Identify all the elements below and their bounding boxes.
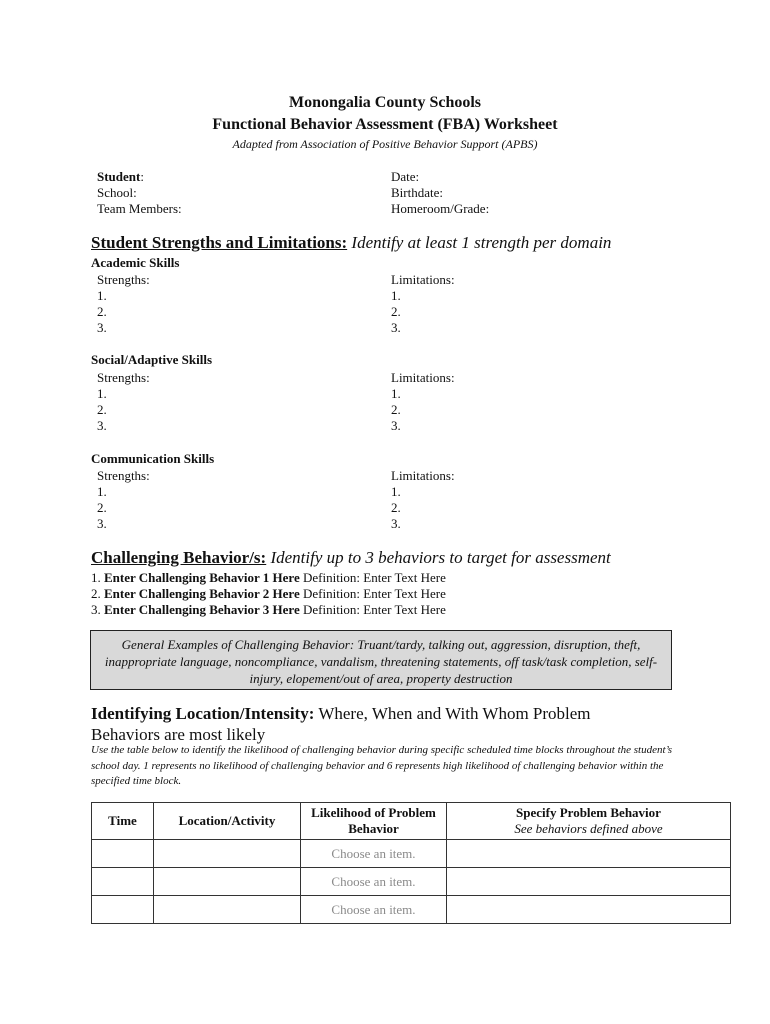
domain-academic-title: Academic Skills [91, 255, 180, 270]
domain-social-title: Social/Adaptive Skills [91, 352, 212, 367]
domain-communication-title: Communication Skills [91, 451, 215, 466]
table-row [92, 896, 731, 924]
behavior-item-1[interactable]: 1. Enter Challenging Behavior 1 Here Definition: Enter Text Here [91, 570, 446, 585]
location-cell[interactable] [154, 896, 301, 924]
likelihood-dropdown[interactable]: Choose an item. [301, 840, 447, 868]
date-label: Date: [391, 169, 420, 184]
school-label: School: [97, 185, 137, 200]
behavior-list [91, 570, 446, 618]
behavior-item-3[interactable]: 3. Enter Challenging Behavior 3 Here Definition: Enter Text Here [91, 602, 446, 617]
examples-box: General Examples of Challenging Behavior: Truant/tardy, talking out, aggression, disruption, theft, inappropriate language, noncompliance, vandalism, threatening statements, off task/task completion, self-injury, elopement/out of area, property destruction [90, 630, 672, 690]
time-cell[interactable] [92, 896, 154, 924]
specify-cell[interactable] [447, 896, 731, 924]
student-label: Student: [97, 169, 144, 184]
behavior-item-2[interactable]: 2. Enter Challenging Behavior 2 Here Definition: Enter Text Here [91, 586, 446, 601]
time-cell[interactable] [92, 840, 154, 868]
table-header-row [92, 803, 731, 840]
behavior-section-heading: Challenging Behavior/s: Identify up to 3 behaviors to target for assessment [91, 548, 611, 567]
header-location: Location/Activity [154, 803, 301, 840]
adapted-from-note: Adapted from Association of Positive Behavior Support (APBS) [232, 137, 538, 151]
header-likelihood: Likelihood of Problem Behavior [301, 803, 447, 840]
birthdate-label: Birthdate: [391, 185, 443, 200]
team-members-label: Team Members: [97, 201, 182, 216]
communication-strengths: Strengths: 1. 2. 3. [97, 468, 150, 531]
time-cell[interactable] [92, 868, 154, 896]
table-row [92, 868, 731, 896]
header-time: Time [92, 803, 154, 840]
likelihood-dropdown[interactable]: Choose an item. [301, 868, 447, 896]
academic-limitations: Limitations: 1. 2. 3. [391, 272, 455, 335]
likelihood-table [91, 802, 731, 924]
strengths-section-heading: Student Strengths and Limitations: Identify at least 1 strength per domain [91, 233, 612, 252]
specify-cell[interactable] [447, 840, 731, 868]
specify-cell[interactable] [447, 868, 731, 896]
header-specify: Specify Problem Behavior See behaviors defined above [447, 803, 731, 840]
social-limitations: Limitations: 1. 2. 3. [391, 370, 455, 433]
social-strengths: Strengths: 1. 2. 3. [97, 370, 150, 433]
location-section-heading: Identifying Location/Intensity: Where, When and With Whom Problem Behaviors are most likely [91, 704, 591, 744]
table-row [92, 840, 731, 868]
academic-strengths: Strengths: 1. 2. 3. [97, 272, 150, 335]
worksheet-title: Functional Behavior Assessment (FBA) Worksheet [212, 116, 558, 133]
table-instructions: Use the table below to identify the likelihood of challenging behavior during specific scheduled time blocks throughout the student’s school day. 1 represents no likelihood of challenging behavior and 6 represents high likelihood of challenging behavior within the specified time block. [91, 744, 673, 787]
homeroom-label: Homeroom/Grade: [391, 201, 490, 216]
document-title: Monongalia County Schools [288, 94, 482, 111]
communication-limitations: Limitations: 1. 2. 3. [391, 468, 455, 531]
location-cell[interactable] [154, 868, 301, 896]
likelihood-dropdown[interactable]: Choose an item. [301, 896, 447, 924]
location-cell[interactable] [154, 840, 301, 868]
